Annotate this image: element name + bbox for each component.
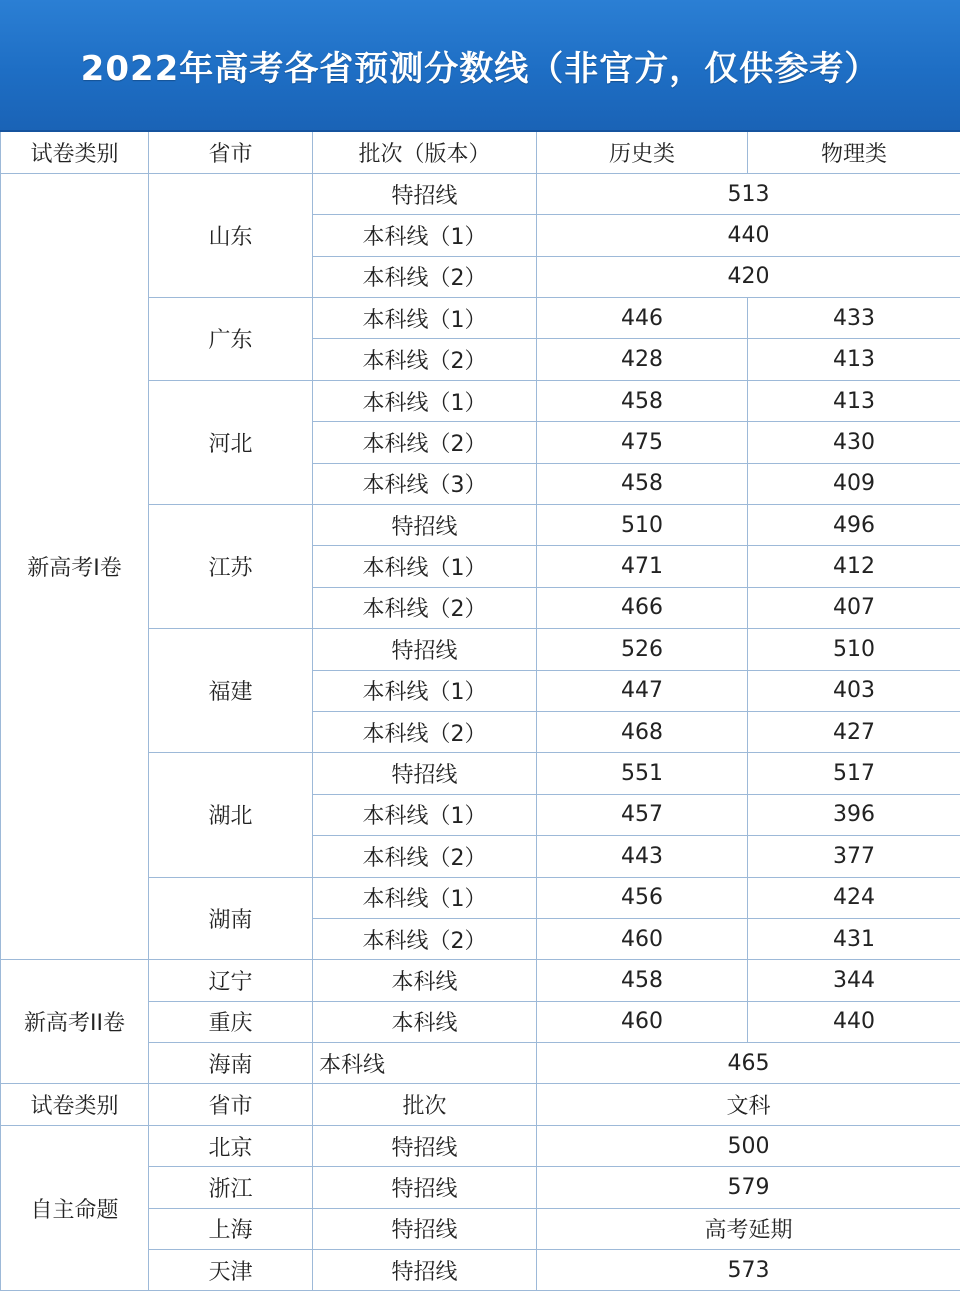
physics-score-cell: 409 [748, 463, 960, 504]
province-cell: 山东 [149, 173, 313, 297]
history-score-cell: 457 [537, 794, 748, 835]
score-table [0, 132, 960, 1291]
physics-score-cell: 496 [748, 505, 960, 546]
batch-cell: 本科线 [313, 1001, 537, 1042]
physics-score-cell: 403 [748, 670, 960, 711]
province-cell: 湖南 [149, 877, 313, 960]
score-cell: 465 [537, 1043, 960, 1084]
batch-cell: 本科线（1） [313, 298, 537, 339]
header-batch: 批次（版本） [313, 132, 537, 173]
physics-score-cell: 510 [748, 629, 960, 670]
history-score-cell: 447 [537, 670, 748, 711]
physics-score-cell: 413 [748, 339, 960, 380]
province-cell: 河北 [149, 380, 313, 504]
history-score-cell: 551 [537, 753, 748, 794]
table-row [1, 173, 960, 214]
batch-cell: 本科线（2） [313, 836, 537, 877]
batch-cell: 本科线 [313, 960, 537, 1001]
physics-score-cell: 430 [748, 422, 960, 463]
batch-cell: 本科线（2） [313, 422, 537, 463]
header-history: 历史类 [537, 132, 748, 173]
batch-cell: 本科线（1） [313, 670, 537, 711]
history-score-cell: 526 [537, 629, 748, 670]
physics-score-cell: 344 [748, 960, 960, 1001]
category-cell: 新高考I卷 [1, 173, 149, 959]
batch-cell: 特招线 [313, 1125, 537, 1166]
score-cell: 513 [537, 173, 960, 214]
province-cell: 浙江 [149, 1167, 313, 1208]
history-score-cell: 458 [537, 463, 748, 504]
batch-cell: 本科线（2） [313, 587, 537, 628]
batch-cell: 本科线（1） [313, 380, 537, 421]
batch-cell: 特招线 [313, 1167, 537, 1208]
header-province: 省市 [149, 1084, 313, 1125]
province-cell: 天津 [149, 1250, 313, 1291]
header-province: 省市 [149, 132, 313, 173]
history-score-cell: 468 [537, 711, 748, 752]
score-cell: 440 [537, 215, 960, 256]
physics-score-cell: 431 [748, 918, 960, 959]
batch-cell: 本科线（2） [313, 918, 537, 959]
header-batch: 批次 [313, 1084, 537, 1125]
history-score-cell: 458 [537, 380, 748, 421]
batch-cell: 特招线 [313, 629, 537, 670]
batch-cell: 特招线 [313, 1208, 537, 1249]
batch-cell: 本科线（2） [313, 711, 537, 752]
category-cell: 新高考II卷 [1, 960, 149, 1084]
score-cell: 500 [537, 1125, 960, 1166]
history-score-cell: 458 [537, 960, 748, 1001]
batch-cell: 本科线（1） [313, 215, 537, 256]
history-score-cell: 466 [537, 587, 748, 628]
history-score-cell: 428 [537, 339, 748, 380]
history-score-cell: 471 [537, 546, 748, 587]
batch-cell: 本科线（1） [313, 794, 537, 835]
physics-score-cell: 517 [748, 753, 960, 794]
batch-cell: 本科线（2） [313, 339, 537, 380]
batch-cell: 特招线 [313, 753, 537, 794]
header-row [1, 132, 960, 173]
physics-score-cell: 440 [748, 1001, 960, 1042]
history-score-cell: 460 [537, 918, 748, 959]
score-cell: 573 [537, 1250, 960, 1291]
score-cell: 579 [537, 1167, 960, 1208]
physics-score-cell: 396 [748, 794, 960, 835]
history-score-cell: 456 [537, 877, 748, 918]
province-cell: 上海 [149, 1208, 313, 1249]
batch-cell: 特招线 [313, 173, 537, 214]
batch-cell: 本科线 [313, 1043, 537, 1084]
header-row-2 [1, 1084, 960, 1125]
header-score: 文科 [537, 1084, 960, 1125]
physics-score-cell: 412 [748, 546, 960, 587]
province-cell: 海南 [149, 1043, 313, 1084]
physics-score-cell: 413 [748, 380, 960, 421]
province-cell: 辽宁 [149, 960, 313, 1001]
header-physics: 物理类 [748, 132, 960, 173]
province-cell: 重庆 [149, 1001, 313, 1042]
score-table-body [1, 132, 960, 1291]
province-cell: 北京 [149, 1125, 313, 1166]
history-score-cell: 475 [537, 422, 748, 463]
batch-cell: 特招线 [313, 1250, 537, 1291]
province-cell: 江苏 [149, 505, 313, 629]
history-score-cell: 460 [537, 1001, 748, 1042]
table-row [1, 960, 960, 1001]
physics-score-cell: 407 [748, 587, 960, 628]
header-category: 试卷类别 [1, 1084, 149, 1125]
province-cell: 福建 [149, 629, 313, 753]
history-score-cell: 443 [537, 836, 748, 877]
batch-cell: 本科线（1） [313, 877, 537, 918]
title-banner [0, 0, 960, 132]
physics-score-cell: 427 [748, 711, 960, 752]
batch-cell: 本科线（2） [313, 256, 537, 297]
physics-score-cell: 377 [748, 836, 960, 877]
province-cell: 广东 [149, 298, 313, 381]
history-score-cell: 510 [537, 505, 748, 546]
header-category: 试卷类别 [1, 132, 149, 173]
batch-cell: 特招线 [313, 505, 537, 546]
score-cell: 420 [537, 256, 960, 297]
physics-score-cell: 433 [748, 298, 960, 339]
page-title: 2022年高考各省预测分数线（非官方，仅供参考） [81, 41, 880, 90]
province-cell: 湖北 [149, 753, 313, 877]
batch-cell: 本科线（1） [313, 546, 537, 587]
category-cell: 自主命题 [1, 1125, 149, 1291]
table-row [1, 1125, 960, 1166]
history-score-cell: 446 [537, 298, 748, 339]
score-cell: 高考延期 [537, 1208, 960, 1249]
physics-score-cell: 424 [748, 877, 960, 918]
batch-cell: 本科线（3） [313, 463, 537, 504]
